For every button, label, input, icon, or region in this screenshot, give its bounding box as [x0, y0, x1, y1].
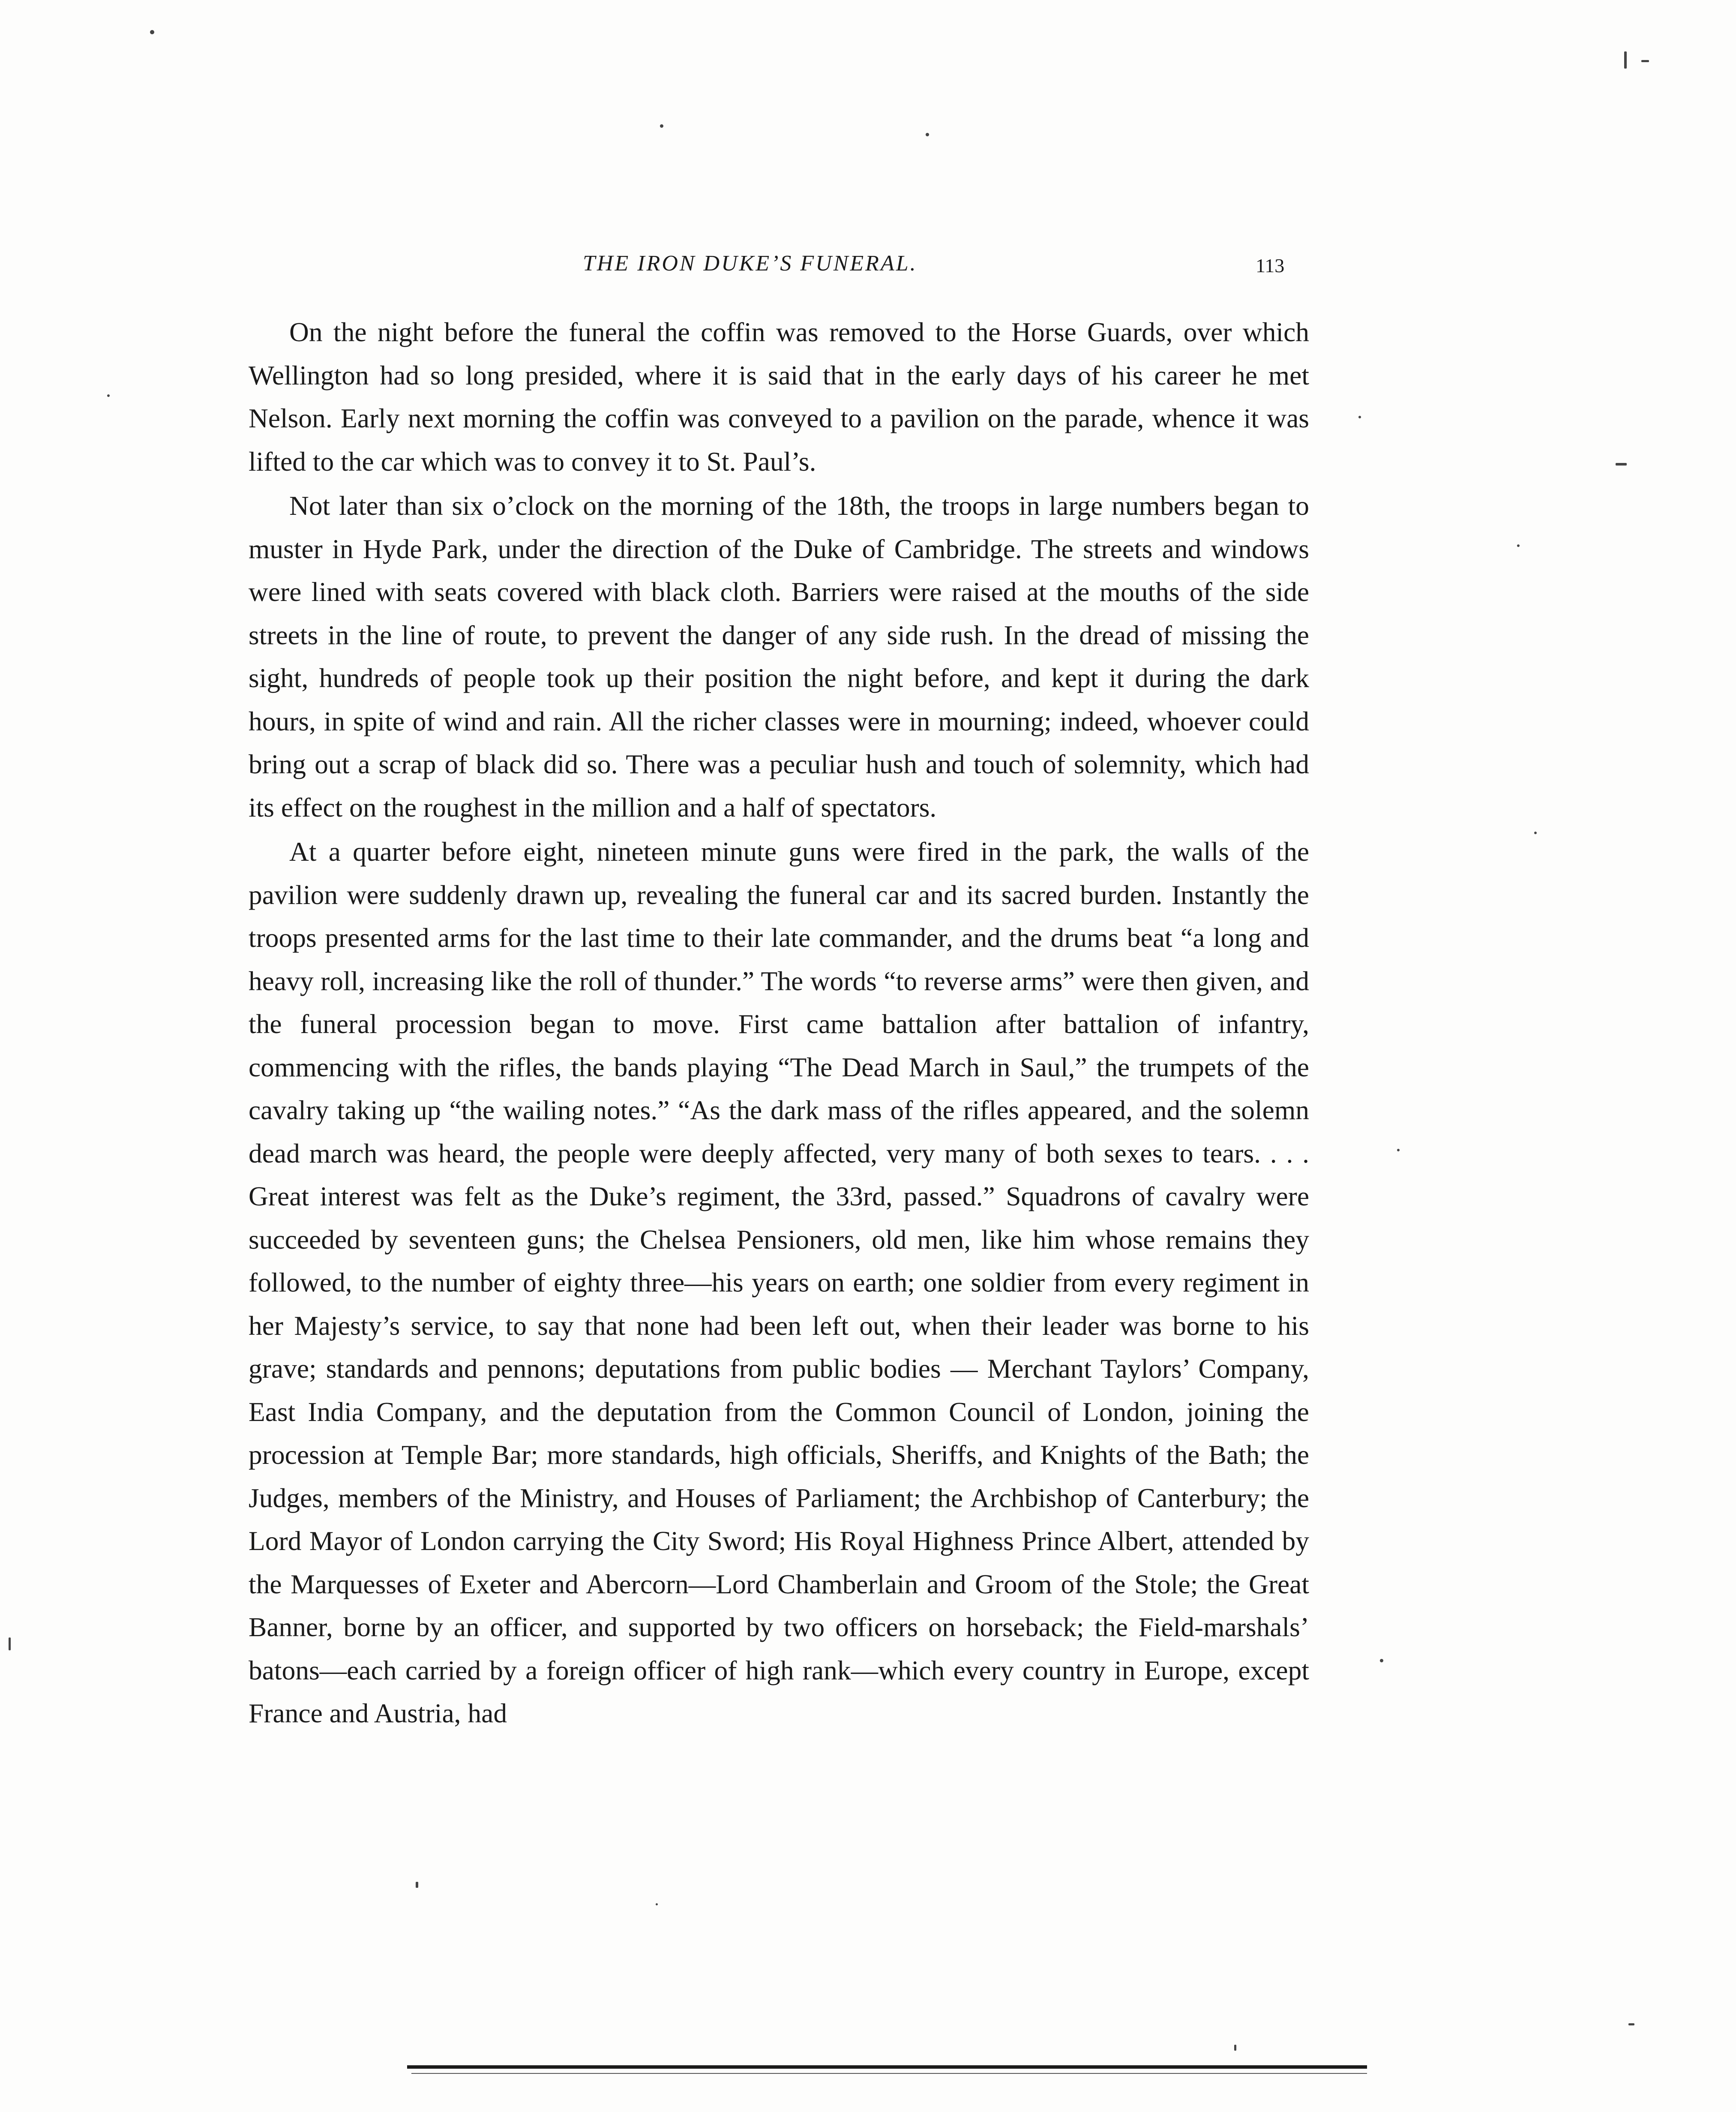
scan-speck: [656, 1903, 658, 1905]
paragraph-troops-muster: Not later than six o’clock on the morning of the 18th, the troops in large numbers began to muster in Hyde Park, under the direction of the Duke of Cambridge. The streets and windows were lined with seats covered with black cloth. Barriers were raised at the mouths of the side streets in the line of route, to prevent the danger of any side rush. In the dread of missing the sight, hundreds of people took up their position the night before, and kept it during the dark hours, in spite of wind and rain. All the richer classes were in mourning; indeed, whoever could bring out a scrap of black did so. There was a peculiar hush and touch of solemnity, which had its effect on the roughest in the million and a half of spectators.: [249, 490, 1309, 823]
running-head: [0, 251, 1736, 285]
page-number: 113: [1256, 255, 1285, 276]
paragraph-coffin-removed: On the night before the funeral the coffin was removed to the Horse Guards, over which Wellington had so long presided, where it is said that in the early days of his career he met Nelson. Early next morning the coffin was conveyed to a pavilion on the parade, whence it was lifted to the car which was to convey it to St. Paul’s.: [249, 317, 1309, 477]
scan-speck: [1624, 51, 1627, 69]
scan-speck: [1616, 463, 1627, 466]
paragraph-procession: At a quarter before eight, nineteen minute guns were fired in the park, the walls of the pavilion were suddenly drawn up, revealing the funeral car and its sacred burden. Instantly the troops presented arms for the last time to their late commander, and the drums beat “a long and heavy roll, increasing like the roll of thunder.” The words “to reverse arms” were then given, and the funeral procession began to move. First came battalion after battalion of infantry, commencing with the rifles, the bands playing “The Dead March in Saul,” the trumpets of the cavalry taking up “the wailing notes.” “As the dark mass of the rifles appeared, and the solemn dead march was heard, the people were deeply affected, very many of both sexes to tears. . . . Great interest was felt as the Duke’s regiment, the 33rd, passed.” Squadrons of cavalry were succeeded by seventeen guns; the Chelsea Pensioners, old men, like him whose remains they followed, to the number of eighty three—his years on earth; one soldier from every regiment in her Majesty’s service, to say that none had been left out, when their leader was borne to his grave; standards and pennons; deputations from public bodies — Merchant Taylors’ Company, East India Company, and the deputation from the Common Council of London, joining the procession at Temple Bar; more standards, high officials, Sheriffs, and Knights of the Bath; the Judges, members of the Ministry, and Houses of Parliament; the Archbishop of Canterbury; the Lord Mayor of London carrying the City Sword; His Royal Highness Prince Albert, attended by the Marquesses of Exeter and Abercorn—Lord Chamberlain and Groom of the Stole; the Great Banner, borne by an officer, and supported by two officers on horseback; the Field-marshals’ batons—each carried by a foreign officer of high rank—which every country in Europe, except France and Austria, had: [249, 836, 1309, 1728]
scan-speck: [1358, 416, 1361, 418]
scan-speck: [107, 394, 110, 397]
running-title: THE IRON DUKE’S FUNERAL.: [583, 251, 917, 276]
scan-speck: [1397, 1149, 1400, 1151]
scan-speck: [1234, 2045, 1236, 2051]
scan-speck: [1380, 1659, 1383, 1662]
scan-speck: [1517, 544, 1520, 547]
scan-speck: [416, 1882, 418, 1888]
scan-speck: [1628, 2023, 1634, 2025]
scan-speck: [9, 1637, 11, 1650]
scan-speck: [150, 30, 154, 34]
bottom-rule-thin: [411, 2073, 1367, 2074]
scan-speck: [1641, 60, 1649, 62]
scan-speck: [660, 124, 663, 128]
bottom-rule-thick: [407, 2065, 1367, 2069]
scan-speck: [926, 133, 929, 136]
body-text: [249, 311, 1309, 1736]
scan-speck: [1534, 832, 1537, 834]
